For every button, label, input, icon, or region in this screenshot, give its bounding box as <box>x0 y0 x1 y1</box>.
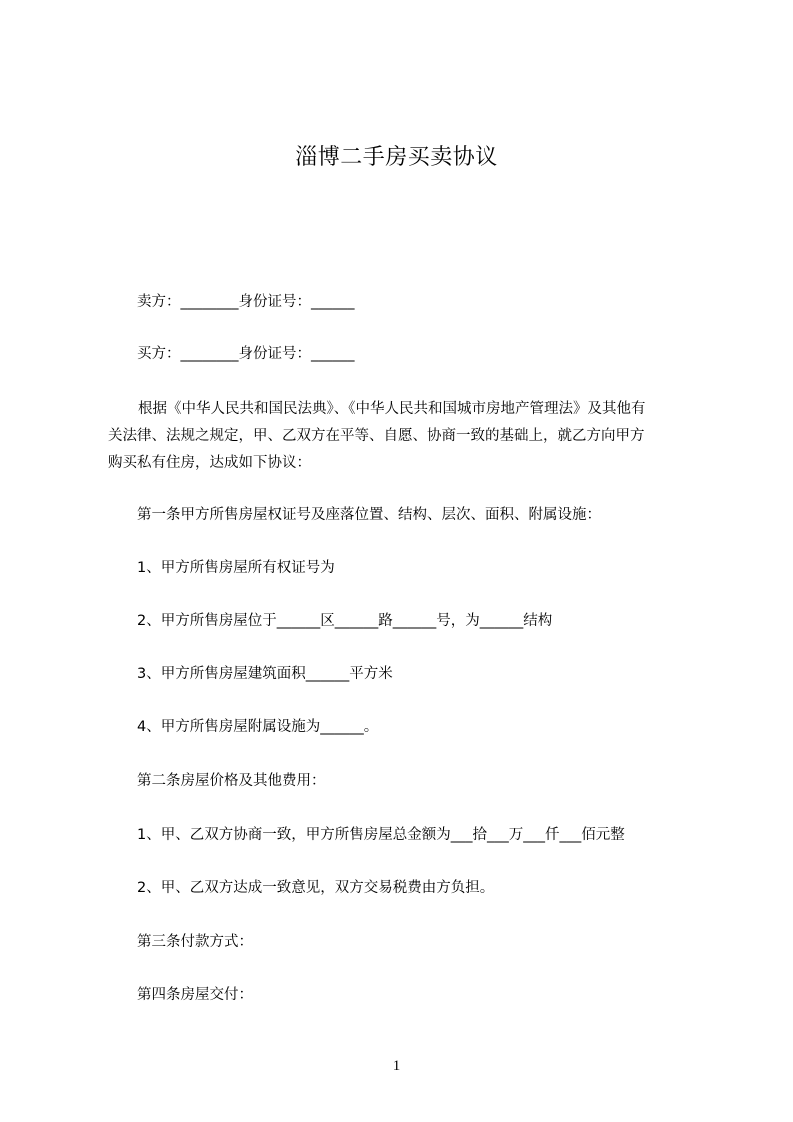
intro-line-2: 关法律、法规之规定，甲、乙双方在平等、自愿、协商一致的基础上，就乙方向甲方 <box>108 428 645 444</box>
intro-paragraph <box>108 396 708 477</box>
article-2-item-2: 2、甲、乙双方达成一致意见，双方交易税费由方负担。 <box>137 880 495 896</box>
article-1-item-4: 4、甲方所售房屋附属设施为______。 <box>137 719 379 735</box>
article-1-item-3: 3、甲方所售房屋建筑面积______平方米 <box>137 666 393 682</box>
article-3-heading: 第三条付款方式： <box>137 934 253 950</box>
article-2-item-1: 1、甲、乙双方协商一致，甲方所售房屋总金额为___拾___万___仟___佰元整 <box>137 827 625 843</box>
document-title: 淄博二手房买卖协议 <box>295 145 498 170</box>
seller-line: 卖方：________身份证号：______ <box>137 294 355 310</box>
intro-line-1: 根据《中华人民共和国民法典》、《中华人民共和国城市房地产管理法》及其他有 <box>138 401 646 417</box>
article-4-heading: 第四条房屋交付： <box>137 987 253 1003</box>
article-1-heading: 第一条甲方所售房屋权证号及座落位置、结构、层次、面积、附属设施： <box>137 507 601 523</box>
page-number: 1 <box>392 1058 401 1074</box>
article-2-heading: 第二条房屋价格及其他费用： <box>137 773 326 789</box>
article-1-item-1: 1、甲方所售房屋所有权证号为 <box>137 560 335 576</box>
buyer-line: 买方：________身份证号：______ <box>137 346 355 362</box>
article-1-item-2: 2、甲方所售房屋位于______区______路______号，为______结构 <box>137 613 553 629</box>
intro-line-3: 购买私有住房，达成如下协议： <box>108 455 311 471</box>
